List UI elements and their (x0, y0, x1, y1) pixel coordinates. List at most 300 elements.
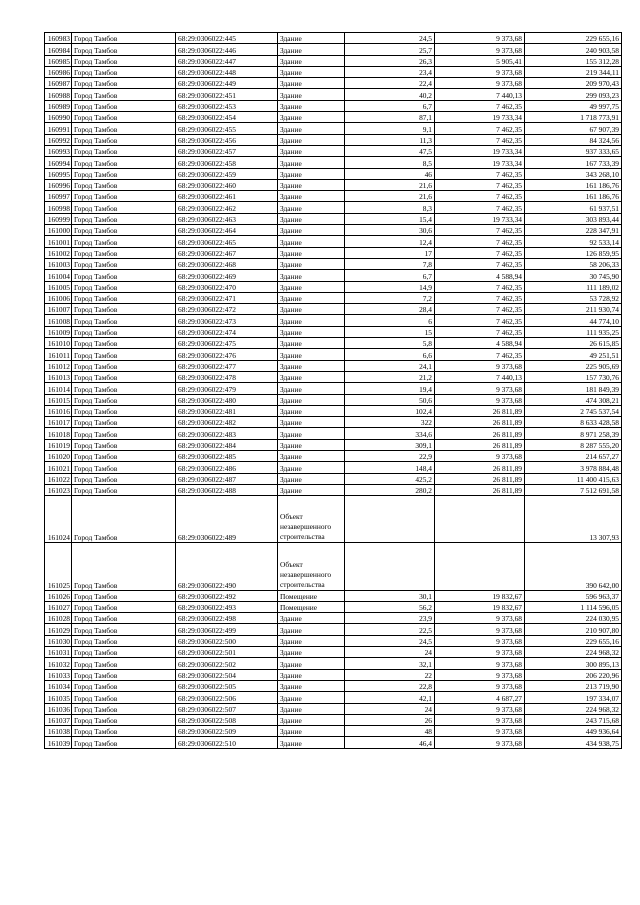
table-row (45, 450, 622, 461)
rate-cell: 4 588,94 (435, 338, 525, 349)
table-row (45, 157, 622, 168)
area-cell: 8,3 (345, 202, 435, 213)
cadastral-number-cell: 68:29:0306022:501 (176, 647, 278, 658)
table-row (45, 680, 622, 691)
rate-cell: 7 462,35 (435, 315, 525, 326)
row-number-cell: 160999 (45, 213, 72, 224)
object-type-cell: Здание (278, 89, 345, 100)
cadastral-number-cell: 68:29:0306022:453 (176, 100, 278, 111)
cadastral-number-cell: 68:29:0306022:473 (176, 315, 278, 326)
cadastral-value-cell: 224 968,32 (525, 647, 622, 658)
rate-cell: 7 462,35 (435, 134, 525, 145)
city-cell: Город Тамбов (72, 484, 176, 495)
cadastral-value-cell: 181 849,39 (525, 383, 622, 394)
cadastral-number-cell: 68:29:0306022:506 (176, 692, 278, 703)
area-cell: 40,2 (345, 89, 435, 100)
city-cell: Город Тамбов (72, 247, 176, 258)
city-cell: Город Тамбов (72, 635, 176, 646)
cadastral-value-cell: 197 334,07 (525, 692, 622, 703)
object-type-cell: Здание (278, 692, 345, 703)
row-number-cell: 161009 (45, 326, 72, 337)
table-row (45, 624, 622, 635)
table-body (45, 33, 622, 749)
row-number-cell: 161000 (45, 225, 72, 236)
row-number-cell: 161019 (45, 439, 72, 450)
rate-cell: 26 811,89 (435, 484, 525, 495)
table-row (45, 613, 622, 624)
table-row (45, 304, 622, 315)
table-row (45, 44, 622, 55)
cadastral-number-cell: 68:29:0306022:472 (176, 304, 278, 315)
object-type-cell: Здание (278, 157, 345, 168)
cadastral-number-cell: 68:29:0306022:475 (176, 338, 278, 349)
rate-cell: 9 373,68 (435, 78, 525, 89)
cadastral-value-cell: 449 936,64 (525, 726, 622, 737)
table-row (45, 692, 622, 703)
rate-cell: 26 811,89 (435, 405, 525, 416)
row-number-cell: 161002 (45, 247, 72, 258)
cadastral-number-cell: 68:29:0306022:477 (176, 360, 278, 371)
object-type-cell: Здание (278, 236, 345, 247)
rate-cell: 26 811,89 (435, 417, 525, 428)
cadastral-number-cell: 68:29:0306022:493 (176, 601, 278, 612)
rate-cell: 7 462,35 (435, 258, 525, 269)
row-number-cell: 161033 (45, 669, 72, 680)
object-type-cell: Здание (278, 213, 345, 224)
area-cell: 15 (345, 326, 435, 337)
row-number-cell: 161025 (45, 543, 72, 590)
table-row (45, 543, 622, 590)
cadastral-value-cell: 49 251,51 (525, 349, 622, 360)
cadastral-value-cell: 299 093,23 (525, 89, 622, 100)
row-number-cell: 161017 (45, 417, 72, 428)
area-cell: 7,8 (345, 258, 435, 269)
row-number-cell: 161026 (45, 590, 72, 601)
table-row (45, 55, 622, 66)
area-cell: 11,3 (345, 134, 435, 145)
city-cell: Город Тамбов (72, 428, 176, 439)
area-cell: 12,4 (345, 236, 435, 247)
cadastral-number-cell: 68:29:0306022:462 (176, 202, 278, 213)
table-row (45, 658, 622, 669)
cadastral-number-cell: 68:29:0306022:492 (176, 590, 278, 601)
rate-cell: 9 373,68 (435, 624, 525, 635)
city-cell: Город Тамбов (72, 450, 176, 461)
rate-cell (435, 496, 525, 543)
cadastral-value-cell: 343 268,10 (525, 168, 622, 179)
city-cell: Город Тамбов (72, 601, 176, 612)
cadastral-value-cell: 474 308,21 (525, 394, 622, 405)
cadastral-value-cell: 61 937,51 (525, 202, 622, 213)
city-cell: Город Тамбов (72, 134, 176, 145)
table-row (45, 647, 622, 658)
table-row (45, 191, 622, 202)
cadastral-number-cell: 68:29:0306022:490 (176, 543, 278, 590)
table-row (45, 669, 622, 680)
city-cell: Город Тамбов (72, 145, 176, 156)
area-cell: 280,2 (345, 484, 435, 495)
row-number-cell: 160993 (45, 145, 72, 156)
cadastral-number-cell: 68:29:0306022:465 (176, 236, 278, 247)
object-type-cell: Здание (278, 33, 345, 44)
table-row (45, 635, 622, 646)
area-cell: 26,3 (345, 55, 435, 66)
city-cell: Город Тамбов (72, 590, 176, 601)
table-row (45, 439, 622, 450)
row-number-cell: 161007 (45, 304, 72, 315)
cadastral-number-cell: 68:29:0306022:481 (176, 405, 278, 416)
object-type-cell: Здание (278, 44, 345, 55)
cadastral-value-cell: 229 655,16 (525, 635, 622, 646)
area-cell: 322 (345, 417, 435, 428)
object-type-cell: Здание (278, 326, 345, 337)
table-row (45, 394, 622, 405)
object-type-cell: Объект незавершенного строительства (278, 543, 345, 590)
cadastral-value-cell: 243 715,68 (525, 714, 622, 725)
cadastral-number-cell: 68:29:0306022:483 (176, 428, 278, 439)
area-cell: 6,7 (345, 100, 435, 111)
cadastral-number-cell: 68:29:0306022:468 (176, 258, 278, 269)
cadastral-number-cell: 68:29:0306022:482 (176, 417, 278, 428)
table-row (45, 484, 622, 495)
city-cell: Город Тамбов (72, 157, 176, 168)
row-number-cell: 161006 (45, 292, 72, 303)
cadastral-number-cell: 68:29:0306022:449 (176, 78, 278, 89)
cadastral-number-cell: 68:29:0306022:498 (176, 613, 278, 624)
cadastral-value-cell: 157 730,76 (525, 371, 622, 382)
rate-cell: 7 440,13 (435, 371, 525, 382)
row-number-cell: 161021 (45, 462, 72, 473)
rate-cell: 9 373,68 (435, 737, 525, 748)
object-type-cell: Здание (278, 714, 345, 725)
object-type-cell: Здание (278, 439, 345, 450)
cadastral-number-cell: 68:29:0306022:486 (176, 462, 278, 473)
object-type-cell: Здание (278, 405, 345, 416)
area-cell: 7,2 (345, 292, 435, 303)
row-number-cell: 161027 (45, 601, 72, 612)
table-row (45, 145, 622, 156)
rate-cell: 9 373,68 (435, 394, 525, 405)
object-type-cell: Здание (278, 258, 345, 269)
object-type-cell: Здание (278, 78, 345, 89)
object-type-cell: Здание (278, 315, 345, 326)
object-type-cell: Здание (278, 484, 345, 495)
table-row (45, 737, 622, 748)
table-row (45, 236, 622, 247)
object-type-cell: Здание (278, 647, 345, 658)
table-row (45, 78, 622, 89)
object-type-cell: Здание (278, 703, 345, 714)
table-row (45, 360, 622, 371)
cadastral-value-cell: 92 533,14 (525, 236, 622, 247)
table-row (45, 112, 622, 123)
row-number-cell: 161008 (45, 315, 72, 326)
area-cell: 24 (345, 703, 435, 714)
cadastral-value-cell: 224 968,32 (525, 703, 622, 714)
cadastral-value-cell: 219 344,11 (525, 66, 622, 77)
city-cell: Город Тамбов (72, 383, 176, 394)
row-number-cell: 160985 (45, 55, 72, 66)
cadastral-value-cell: 210 907,80 (525, 624, 622, 635)
city-cell: Город Тамбов (72, 202, 176, 213)
city-cell: Город Тамбов (72, 33, 176, 44)
cadastral-number-cell: 68:29:0306022:454 (176, 112, 278, 123)
rate-cell: 7 462,35 (435, 225, 525, 236)
area-cell: 46 (345, 168, 435, 179)
table-row (45, 601, 622, 612)
area-cell: 21,2 (345, 371, 435, 382)
row-number-cell: 161023 (45, 484, 72, 495)
cadastral-number-cell: 68:29:0306022:487 (176, 473, 278, 484)
city-cell: Город Тамбов (72, 726, 176, 737)
object-type-cell: Здание (278, 450, 345, 461)
area-cell: 87,1 (345, 112, 435, 123)
cadastral-number-cell: 68:29:0306022:474 (176, 326, 278, 337)
rate-cell: 19 733,34 (435, 213, 525, 224)
rate-cell: 7 462,35 (435, 179, 525, 190)
cadastral-number-cell: 68:29:0306022:467 (176, 247, 278, 258)
table-row (45, 590, 622, 601)
rate-cell: 7 462,35 (435, 349, 525, 360)
area-cell: 48 (345, 726, 435, 737)
rate-cell: 7 462,35 (435, 168, 525, 179)
cadastral-number-cell: 68:29:0306022:460 (176, 179, 278, 190)
city-cell: Город Тамбов (72, 123, 176, 134)
city-cell: Город Тамбов (72, 236, 176, 247)
rate-cell: 26 811,89 (435, 462, 525, 473)
area-cell: 22,4 (345, 78, 435, 89)
city-cell: Город Тамбов (72, 44, 176, 55)
cadastral-number-cell: 68:29:0306022:446 (176, 44, 278, 55)
rate-cell: 7 462,35 (435, 191, 525, 202)
cadastral-value-cell: 161 186,76 (525, 191, 622, 202)
area-cell: 15,4 (345, 213, 435, 224)
object-type-cell: Здание (278, 669, 345, 680)
area-cell: 30,6 (345, 225, 435, 236)
cadastral-value-cell: 300 895,13 (525, 658, 622, 669)
table-row (45, 134, 622, 145)
cadastral-value-cell: 8 633 428,58 (525, 417, 622, 428)
table-row (45, 292, 622, 303)
city-cell: Город Тамбов (72, 213, 176, 224)
row-number-cell: 161038 (45, 726, 72, 737)
cadastral-value-cell: 206 220,96 (525, 669, 622, 680)
cadastral-number-cell: 68:29:0306022:502 (176, 658, 278, 669)
cadastral-value-cell: 1 718 773,91 (525, 112, 622, 123)
table-row (45, 496, 622, 543)
cadastral-number-cell: 68:29:0306022:459 (176, 168, 278, 179)
object-type-cell: Здание (278, 613, 345, 624)
cadastral-number-cell: 68:29:0306022:478 (176, 371, 278, 382)
cadastral-value-cell: 2 745 537,54 (525, 405, 622, 416)
object-type-cell: Здание (278, 112, 345, 123)
city-cell: Город Тамбов (72, 225, 176, 236)
rate-cell (435, 543, 525, 590)
table-row (45, 281, 622, 292)
area-cell: 6 (345, 315, 435, 326)
row-number-cell: 161031 (45, 647, 72, 658)
cadastral-number-cell: 68:29:0306022:471 (176, 292, 278, 303)
cadastral-value-cell: 155 312,28 (525, 55, 622, 66)
area-cell: 21,6 (345, 179, 435, 190)
row-number-cell: 160992 (45, 134, 72, 145)
cadastral-number-cell: 68:29:0306022:470 (176, 281, 278, 292)
object-type-cell: Здание (278, 737, 345, 748)
cadastral-value-cell: 228 347,91 (525, 225, 622, 236)
cadastral-value-cell: 13 307,93 (525, 496, 622, 543)
object-type-cell: Здание (278, 383, 345, 394)
row-number-cell: 161034 (45, 680, 72, 691)
table-row (45, 338, 622, 349)
area-cell: 148,4 (345, 462, 435, 473)
cadastral-number-cell: 68:29:0306022:484 (176, 439, 278, 450)
object-type-cell: Здание (278, 66, 345, 77)
object-type-cell: Здание (278, 100, 345, 111)
city-cell: Город Тамбов (72, 191, 176, 202)
table-row (45, 179, 622, 190)
city-cell: Город Тамбов (72, 703, 176, 714)
object-type-cell: Помещение (278, 590, 345, 601)
city-cell: Город Тамбов (72, 112, 176, 123)
area-cell: 8,5 (345, 157, 435, 168)
city-cell: Город Тамбов (72, 680, 176, 691)
cadastral-value-cell: 44 774,10 (525, 315, 622, 326)
cadastral-number-cell: 68:29:0306022:489 (176, 496, 278, 543)
rate-cell: 4 588,94 (435, 270, 525, 281)
cadastral-number-cell: 68:29:0306022:445 (176, 33, 278, 44)
row-number-cell: 161015 (45, 394, 72, 405)
row-number-cell: 160996 (45, 179, 72, 190)
city-cell: Город Тамбов (72, 78, 176, 89)
rate-cell: 9 373,68 (435, 680, 525, 691)
row-number-cell: 161003 (45, 258, 72, 269)
rate-cell: 7 462,35 (435, 292, 525, 303)
area-cell: 425,2 (345, 473, 435, 484)
rate-cell: 19 832,67 (435, 601, 525, 612)
row-number-cell: 160986 (45, 66, 72, 77)
object-type-cell: Здание (278, 635, 345, 646)
cadastral-value-cell: 167 733,39 (525, 157, 622, 168)
city-cell: Город Тамбов (72, 714, 176, 725)
cadastral-value-cell: 8 287 555,20 (525, 439, 622, 450)
cadastral-value-cell: 303 893,44 (525, 213, 622, 224)
cadastral-value-cell: 213 719,90 (525, 680, 622, 691)
cadastral-number-cell: 68:29:0306022:463 (176, 213, 278, 224)
object-type-cell: Здание (278, 338, 345, 349)
cadastral-value-cell: 53 728,92 (525, 292, 622, 303)
object-type-cell: Здание (278, 371, 345, 382)
cadastral-number-cell: 68:29:0306022:510 (176, 737, 278, 748)
rate-cell: 19 733,34 (435, 157, 525, 168)
rate-cell: 7 462,35 (435, 202, 525, 213)
table-row (45, 225, 622, 236)
area-cell: 46,4 (345, 737, 435, 748)
area-cell: 309,1 (345, 439, 435, 450)
object-type-cell: Здание (278, 145, 345, 156)
city-cell: Город Тамбов (72, 281, 176, 292)
area-cell: 14,9 (345, 281, 435, 292)
cadastral-value-cell: 1 114 596,05 (525, 601, 622, 612)
data-table (44, 32, 622, 749)
rate-cell: 5 905,41 (435, 55, 525, 66)
city-cell: Город Тамбов (72, 394, 176, 405)
cadastral-number-cell: 68:29:0306022:479 (176, 383, 278, 394)
area-cell: 22,8 (345, 680, 435, 691)
table-row (45, 326, 622, 337)
area-cell: 30,1 (345, 590, 435, 601)
table-row (45, 33, 622, 44)
row-number-cell: 161037 (45, 714, 72, 725)
cadastral-value-cell: 84 324,56 (525, 134, 622, 145)
table-row (45, 383, 622, 394)
city-cell: Город Тамбов (72, 326, 176, 337)
table-row (45, 428, 622, 439)
rate-cell: 26 811,89 (435, 473, 525, 484)
city-cell: Город Тамбов (72, 270, 176, 281)
city-cell: Город Тамбов (72, 55, 176, 66)
cadastral-number-cell: 68:29:0306022:499 (176, 624, 278, 635)
row-number-cell: 161011 (45, 349, 72, 360)
area-cell: 22,9 (345, 450, 435, 461)
object-type-cell: Помещение (278, 601, 345, 612)
city-cell: Город Тамбов (72, 292, 176, 303)
row-number-cell: 160988 (45, 89, 72, 100)
row-number-cell: 160983 (45, 33, 72, 44)
cadastral-value-cell: 161 186,76 (525, 179, 622, 190)
area-cell: 5,8 (345, 338, 435, 349)
object-type-cell: Здание (278, 225, 345, 236)
city-cell: Город Тамбов (72, 89, 176, 100)
rate-cell: 7 462,35 (435, 281, 525, 292)
row-number-cell: 161004 (45, 270, 72, 281)
rate-cell: 9 373,68 (435, 658, 525, 669)
rate-cell: 26 811,89 (435, 439, 525, 450)
cadastral-value-cell: 67 907,39 (525, 123, 622, 134)
table-row (45, 405, 622, 416)
row-number-cell: 161013 (45, 371, 72, 382)
object-type-cell: Здание (278, 281, 345, 292)
object-type-cell: Здание (278, 462, 345, 473)
row-number-cell: 161024 (45, 496, 72, 543)
row-number-cell: 161028 (45, 613, 72, 624)
city-cell: Город Тамбов (72, 315, 176, 326)
row-number-cell: 161014 (45, 383, 72, 394)
city-cell: Город Тамбов (72, 371, 176, 382)
object-type-cell: Здание (278, 428, 345, 439)
cadastral-number-cell: 68:29:0306022:464 (176, 225, 278, 236)
row-number-cell: 160995 (45, 168, 72, 179)
cadastral-value-cell: 111 189,02 (525, 281, 622, 292)
rate-cell: 9 373,68 (435, 360, 525, 371)
row-number-cell: 161010 (45, 338, 72, 349)
cadastral-value-cell: 211 930,74 (525, 304, 622, 315)
object-type-cell: Здание (278, 202, 345, 213)
area-cell: 47,5 (345, 145, 435, 156)
city-cell: Город Тамбов (72, 647, 176, 658)
object-type-cell: Здание (278, 304, 345, 315)
area-cell: 28,4 (345, 304, 435, 315)
row-number-cell: 161012 (45, 360, 72, 371)
area-cell: 42,1 (345, 692, 435, 703)
city-cell: Город Тамбов (72, 100, 176, 111)
city-cell: Город Тамбов (72, 258, 176, 269)
table-row (45, 726, 622, 737)
cadastral-number-cell: 68:29:0306022:500 (176, 635, 278, 646)
rate-cell: 9 373,68 (435, 669, 525, 680)
table-row (45, 258, 622, 269)
cadastral-number-cell: 68:29:0306022:508 (176, 714, 278, 725)
cadastral-value-cell: 229 655,16 (525, 33, 622, 44)
